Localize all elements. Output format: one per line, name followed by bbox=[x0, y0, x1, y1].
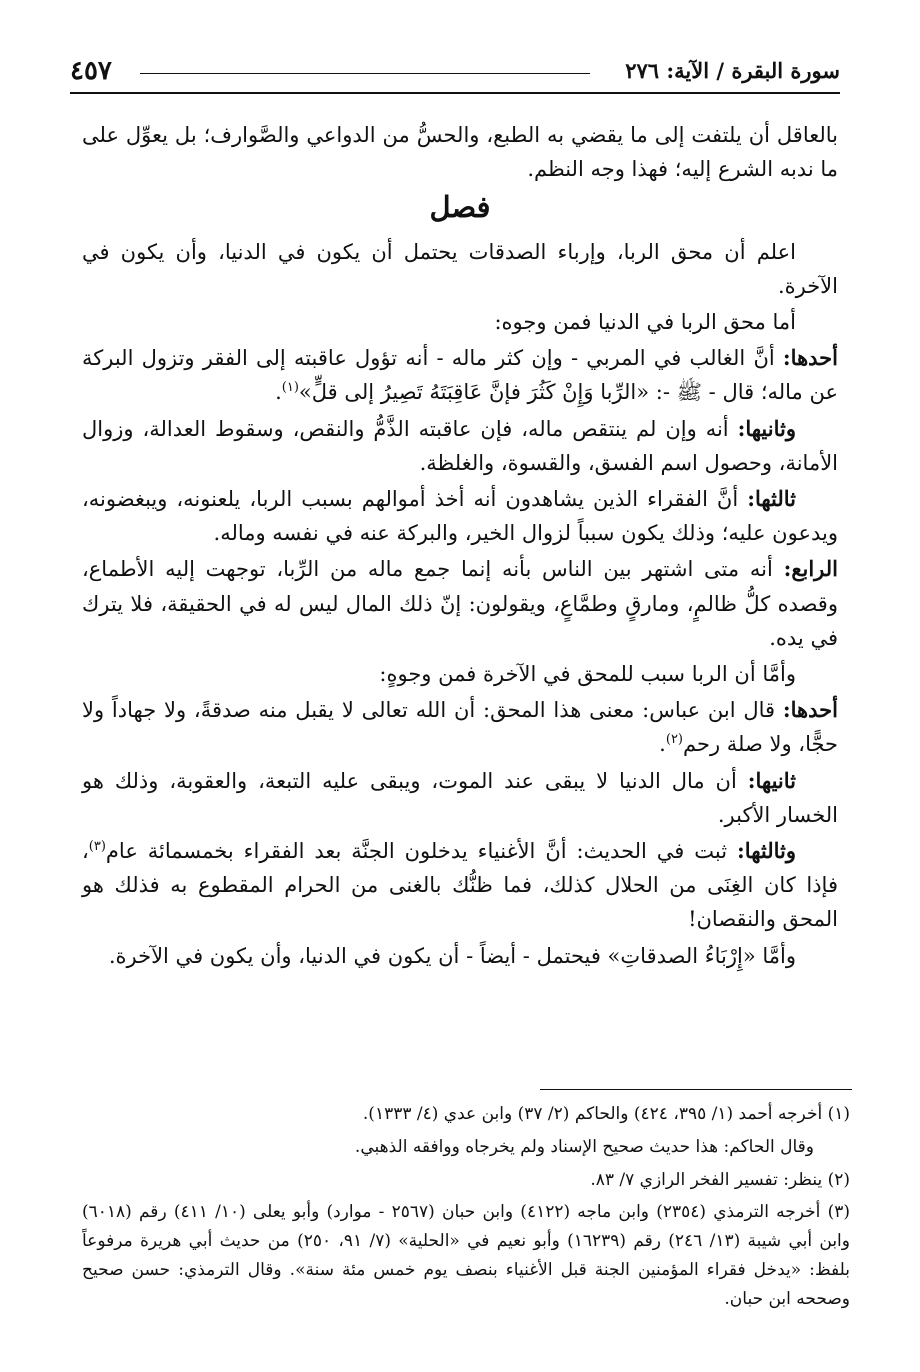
dunya-point-4 bbox=[82, 552, 838, 655]
point-text: قال ابن عباس: معنى هذا المحق: أن الله تعالى لا يقبل منه صدقةً، ولا جهاداً ولا حجًّا، ولا صلة رحم bbox=[82, 698, 838, 757]
footnote-ref-1[interactable]: (١) bbox=[281, 380, 299, 396]
point-text: أنَّ الغالب في المربي - وإن كثر ماله - أنه تؤول عاقبته إلى الفقر وتزول البركة عن ماله؛ قال - ﷺ -: «الرِّبا وَإِنْ كَثُرَ فإنَّ عَاقِبَتَهُ تَصِيرُ إلى قلٍّ» bbox=[82, 346, 838, 405]
closing-paragraph: وأمَّا «إِرْبَاءُ الصدقاتِ» فيحتمل - أيضاً - أن يكون في الدنيا، وأن يكون في الآخرة. bbox=[108, 943, 796, 968]
footnote-3: (٣) أخرجه الترمذي (٢٣٥٤) وابن ماجه (٤١٢٢) وابن حبان (٢٥٦٧ - موارد) وأبو يعلى (١٠/ ٤١١) رقم (٦٠١٨) وابن أبي شيبة (١٣/ ٢٤٦) رقم (١٦٢٣٩) وأبو نعيم في «الحلية» (٧/ ٩١، ٢٥٠) من حديث أبي هريرة مرفوعاً بلفظ: «يدخل فقراء المؤمنين الجنة قبل الأغنياء بنصف يوم خمس مئة سنة». وقال الترمذي: حسن صحيح وصححه ابن حبان. bbox=[82, 1202, 850, 1309]
point-end: . bbox=[275, 380, 282, 405]
akhira-point-2 bbox=[82, 764, 838, 832]
point-label: وثانيها: bbox=[737, 415, 796, 441]
section-heading: فصل bbox=[429, 190, 491, 225]
header-rule bbox=[70, 92, 840, 94]
point-label: ثانيها: bbox=[747, 767, 796, 793]
point-end: . bbox=[659, 732, 666, 757]
point-text: أنه متى اشتهر بين الناس بأنه إنما جمع ماله من الرِّبا، توجهت إليه الأطماع، وقصده كلُّ ظالمٍ، ومارقٍ وطمَّاعٍ، ويقولون: إنّ ذلك المال ليس له في الحقيقة، فلا يترك في يده. bbox=[82, 557, 838, 650]
paragraph-dunya-intro: أما محق الربا في الدنيا فمن وجوه: bbox=[494, 310, 796, 335]
point-text: أنه وإن لم ينتقص ماله، فإن عاقبته الذَّمُّ والنقص، وسقوط العدالة، وزوال الأمانة، وحصول اسم الفسق، والقسوة، والغلظة. bbox=[82, 416, 838, 475]
footnote-ref-3[interactable]: (٣) bbox=[88, 839, 106, 855]
page-number: ٤٥٧ bbox=[70, 56, 112, 86]
header-line bbox=[140, 73, 590, 74]
point-text-cont: ، فإذا كان الغِنَى من الحلال كذلك، فما ظنُّك بالغنى من الحرام المقطوع به فذلك هو المحق والنقصان! bbox=[82, 839, 838, 932]
footnote-separator bbox=[540, 1089, 852, 1090]
akhira-point-1 bbox=[82, 693, 838, 761]
dunya-point-1 bbox=[82, 341, 838, 409]
point-text: أن مال الدنيا لا يبقى عند الموت، ويبقى عليه التبعة، والعقوبة، وذلك هو الخسار الأكبر. bbox=[82, 768, 838, 827]
main-text bbox=[82, 118, 838, 975]
point-label: أحدها: bbox=[782, 345, 838, 371]
point-label: الرابع: bbox=[783, 556, 838, 582]
dunya-point-3 bbox=[82, 482, 838, 550]
footnote-ref-2[interactable]: (٢) bbox=[665, 732, 683, 748]
dunya-point-2 bbox=[82, 412, 838, 480]
akhira-point-3 bbox=[82, 834, 838, 937]
intro-paragraph: بالعاقل أن يلتفت إلى ما يقضي به الطبع، والحسُّ من الدواعي والصَّوارف؛ بل يعوِّل على ما ندبه الشرع إليه؛ فهذا وجه النظم. bbox=[82, 123, 838, 182]
paragraph-akhira-intro: وأمَّا أن الربا سبب للمحق في الآخرة فمن وجوهٍ: bbox=[379, 662, 796, 687]
point-label: أحدها: bbox=[782, 697, 838, 723]
paragraph-know: اعلم أن محق الربا، وإرباء الصدقات يحتمل أن يكون في الدنيا، وأن يكون في الآخرة. bbox=[82, 239, 838, 298]
footnote-1: (١) أخرجه أحمد (١/ ٣٩٥، ٤٢٤) والحاكم (٢/ ٣٧) وابن عدي (٤/ ١٣٣٣). bbox=[362, 1104, 850, 1124]
footnote-2: (٢) ينظر: تفسير الفخر الرازي ٧/ ٨٣. bbox=[590, 1169, 850, 1190]
page-header bbox=[70, 56, 840, 90]
point-text: ثبت في الحديث: أنَّ الأغنياء يدخلون الجنَّة بعد الفقراء بخمسمائة عام bbox=[105, 839, 728, 864]
footnote-1-note: وقال الحاكم: هذا حديث صحيح الإسناد ولم يخرجاه ووافقه الذهبي. bbox=[354, 1136, 814, 1157]
footnotes bbox=[82, 1100, 850, 1318]
point-text: أنَّ الفقراء الذين يشاهدون أنه أخذ أموالهم بسبب الربا، يلعنونه، ويبغضونه، ويدعون عليه؛ وذلك يكون سبباً لزوال الخير، والبركة عنه في نفسه وماله. bbox=[82, 487, 838, 546]
point-label: وثالثها: bbox=[737, 838, 796, 864]
point-label: ثالثها: bbox=[747, 486, 796, 512]
running-title: سورة البقرة / الآية: ٢٧٦ bbox=[625, 58, 840, 83]
